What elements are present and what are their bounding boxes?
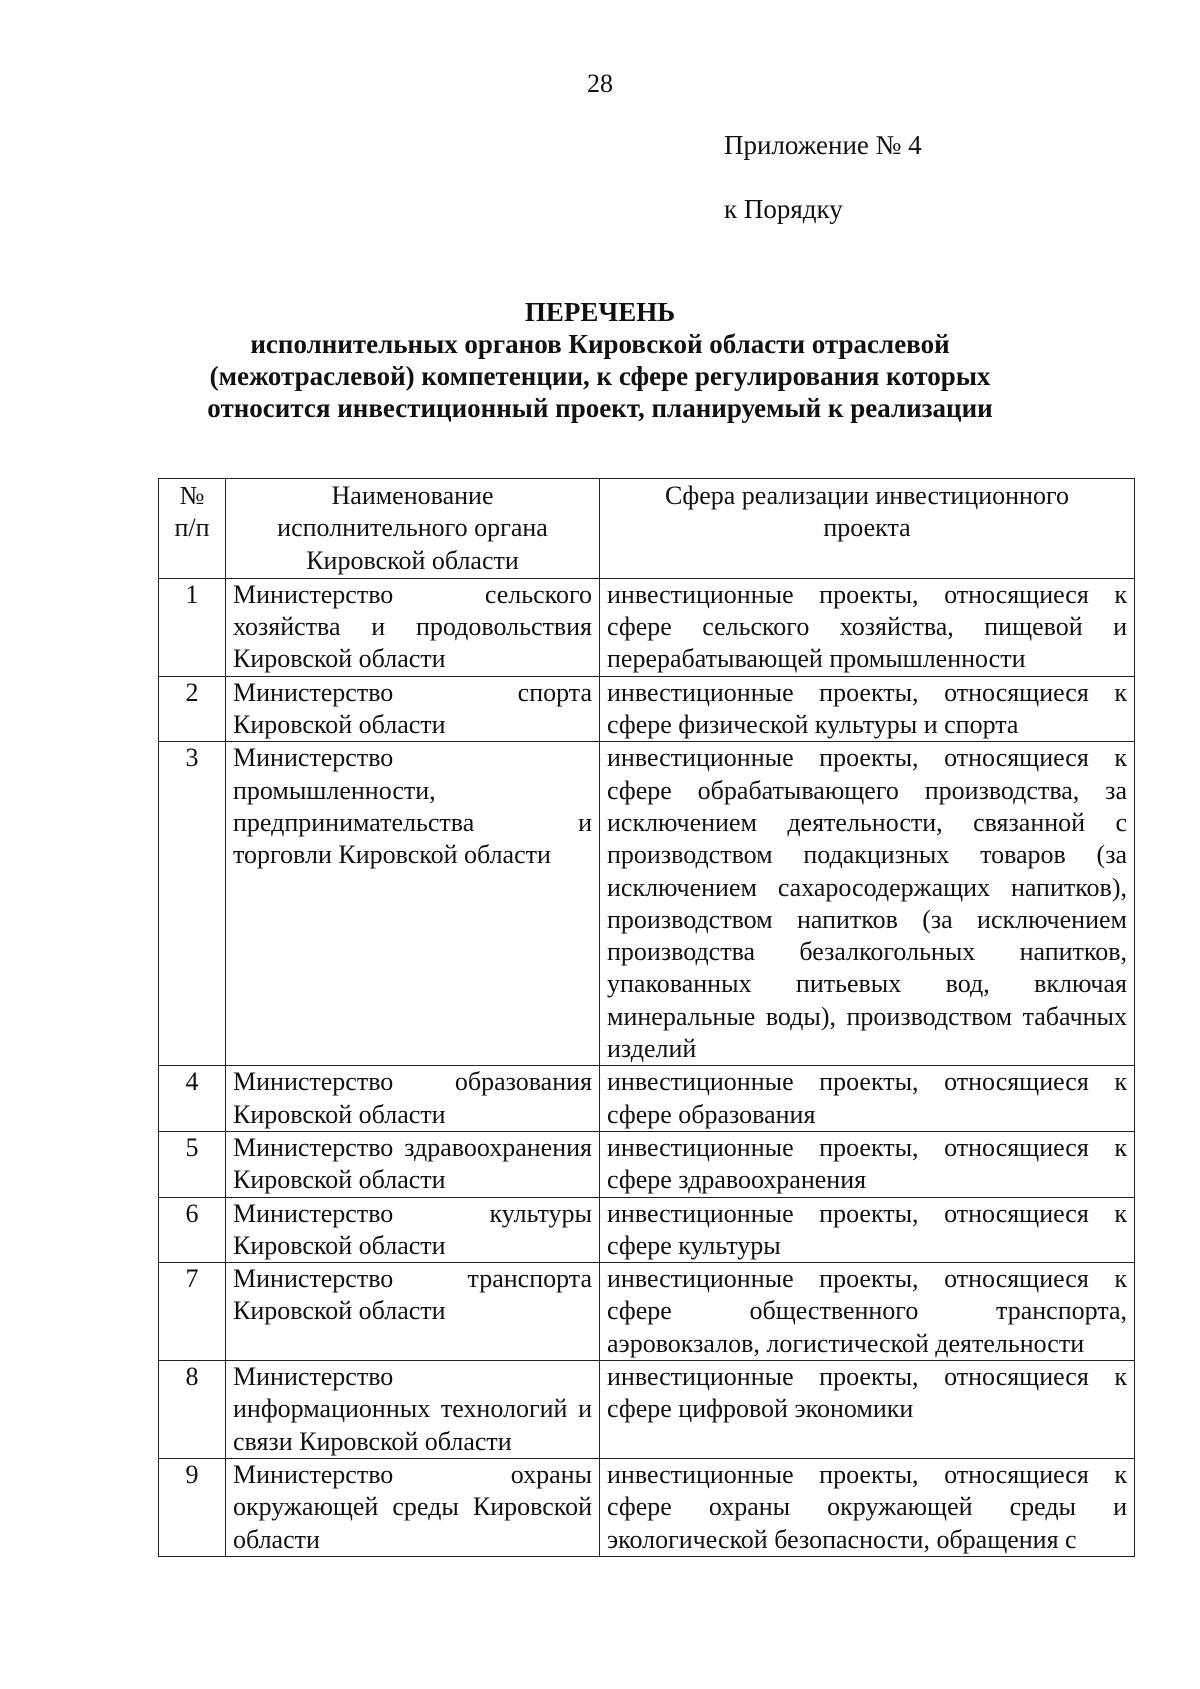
appendix-reference: к Порядку (724, 194, 843, 224)
row-number: 1 (159, 578, 226, 676)
row-number: 5 (159, 1131, 226, 1197)
table-row (159, 578, 1135, 676)
row-number: 4 (159, 1066, 226, 1132)
appendix-number: Приложение № 4 (724, 130, 922, 160)
row-organization: Министерство транспорта Кировской области (226, 1263, 600, 1361)
row-organization: Министерство сельского хозяйства и продовольствия Кировской области (226, 578, 600, 676)
title-main: ПЕРЕЧЕНЬ (524, 297, 676, 327)
row-scope: инвестиционные проекты, относящиеся к сфере здравоохранения (600, 1131, 1135, 1197)
title-subtitle-line-3: относится инвестиционный проект, планируемый к реализации (207, 393, 993, 423)
header-scope-line-1: Сфера реализации инвестиционного (665, 481, 1069, 510)
row-scope: инвестиционные проекты, относящиеся к сфере сельского хозяйства, пищевой и перерабатывающей промышленности (600, 578, 1135, 676)
header-scope (600, 479, 1135, 579)
document-title (150, 296, 1050, 424)
row-number: 6 (159, 1197, 226, 1263)
row-scope: инвестиционные проекты, относящиеся к сфере охраны окружающей среды и экологической безопасности, обращения с (600, 1458, 1135, 1556)
authorities-table (158, 478, 1135, 1557)
table-row (159, 1066, 1135, 1132)
row-organization: Министерство здравоохранения Кировской области (226, 1131, 600, 1197)
table-row (159, 742, 1135, 1066)
row-organization: Министерство образования Кировской области (226, 1066, 600, 1132)
row-organization: Министерство промышленности, предпринимательства и торговли Кировской области (226, 742, 600, 1066)
row-scope: инвестиционные проекты, относящиеся к сфере культуры (600, 1197, 1135, 1263)
header-organization-line-1: Наименование (331, 481, 494, 510)
header-scope-line-2: проекта (823, 513, 911, 543)
row-organization: Министерство охраны окружающей среды Кировской области (226, 1458, 600, 1556)
row-number: 3 (159, 742, 226, 1066)
table-row (159, 1458, 1135, 1556)
header-number-line-2: п/п (174, 513, 210, 543)
row-number: 7 (159, 1263, 226, 1361)
header-organization-line-2: исполнительного органа (277, 513, 548, 543)
row-scope: инвестиционные проекты, относящиеся к сфере цифровой экономики (600, 1361, 1135, 1459)
row-scope: инвестиционные проекты, относящиеся к сфере физической культуры и спорта (600, 676, 1135, 742)
header-organization-line-3: Кировской области (306, 545, 519, 575)
row-number: 8 (159, 1361, 226, 1459)
row-scope: инвестиционные проекты, относящиеся к сфере образования (600, 1066, 1135, 1132)
row-number: 2 (159, 676, 226, 742)
page-number: 28 (587, 69, 613, 98)
title-subtitle-line-2: (межотраслевой) компетенции, к сфере регулирования которых (209, 361, 991, 391)
table-row (159, 1197, 1135, 1263)
table-row (159, 1263, 1135, 1361)
header-number (159, 479, 226, 579)
title-subtitle-line-1: исполнительных органов Кировской области отраслевой (250, 329, 950, 359)
row-scope: инвестиционные проекты, относящиеся к сфере обрабатывающего производства, за исключением деятельности, связанной с производством подакцизных товаров (за исключением сахаросодержащих напитков), производством напитков (за исключением производства безалкогольных напитков, упакованных питьевых вод, включая минеральные воды), производством табачных изделий (600, 742, 1135, 1066)
row-organization: Министерство спорта Кировской области (226, 676, 600, 742)
row-organization: Министерство культуры Кировской области (226, 1197, 600, 1263)
table-row (159, 1131, 1135, 1197)
row-number: 9 (159, 1458, 226, 1556)
row-organization: Министерство информационных технологий и связи Кировской области (226, 1361, 600, 1459)
row-scope: инвестиционные проекты, относящиеся к сфере общественного транспорта, аэровокзалов, логистической деятельности (600, 1263, 1135, 1361)
table-row (159, 676, 1135, 742)
header-organization (226, 479, 600, 579)
table-header-row (159, 479, 1135, 579)
header-number-line-1: № (179, 481, 205, 510)
table-row (159, 1361, 1135, 1459)
